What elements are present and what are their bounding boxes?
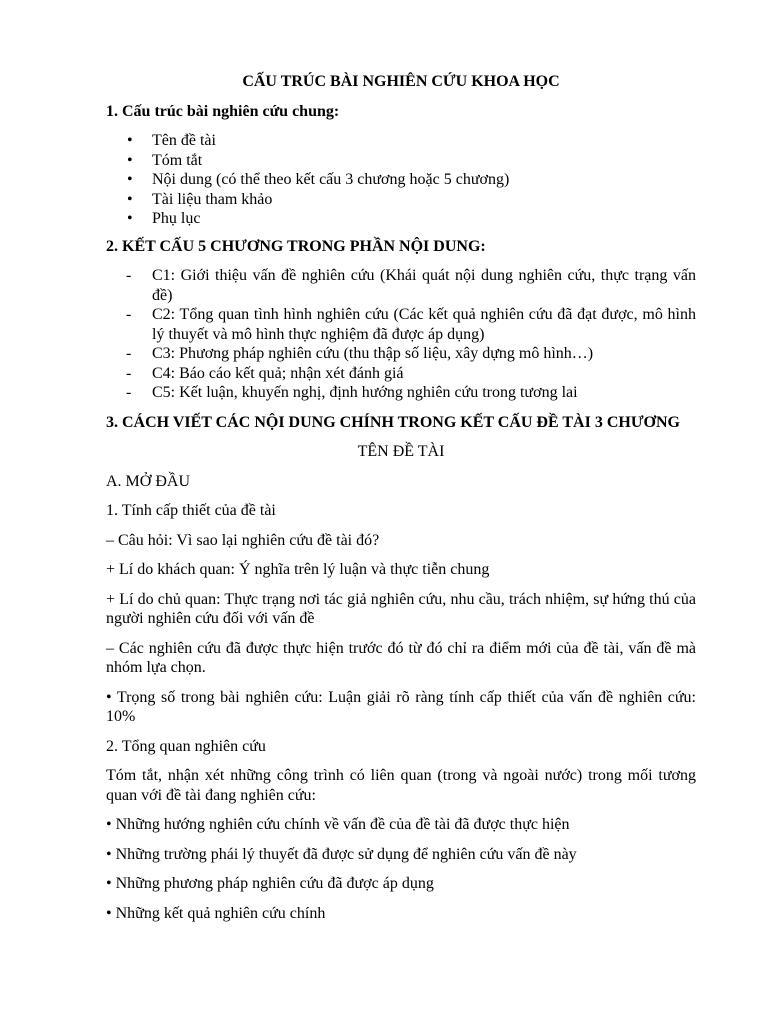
list-item: • Nội dung (có thể theo kết cấu 3 chương hoặc 5 chương) <box>152 170 696 190</box>
list-item: - C5: Kết luận, khuyến nghị, định hướng nghiên cứu trong tương lai <box>152 383 696 403</box>
paragraph: 2. Tổng quan nghiên cứu <box>106 737 266 755</box>
topic-title-placeholder: TÊN ĐỀ TÀI <box>357 443 445 460</box>
paragraph: 1. Tính cấp thiết của đề tài <box>106 502 276 519</box>
paragraph: Tóm tắt, nhận xét những công trình có liên quan (trong và ngoài nước) trong mối tương quan với đề tài đang nghiên cứu: <box>106 767 696 804</box>
paragraph: + Lí do chủ quan: Thực trạng nơi tác giả nghiên cứu, nhu cầu, trách nhiệm, sự hứng thú của người nghiên cứu đối với vấn đề <box>106 590 696 627</box>
section-2-list <box>106 266 696 403</box>
paragraph: A. MỞ ĐẦU <box>106 472 190 490</box>
list-item: - C3: Phương pháp nghiên cứu (thu thập số liệu, xây dựng mô hình…) <box>152 344 696 364</box>
paragraph: – Câu hỏi: Vì sao lại nghiên cứu đề tài đó? <box>106 531 380 549</box>
paragraph: • Những phương pháp nghiên cứu đã được áp dụng <box>106 875 434 892</box>
paragraph: • Những trường phái lý thuyết đã được sử dụng để nghiên cứu vấn đề này <box>106 845 577 863</box>
list-item: • Tài liệu tham khảo <box>152 190 696 210</box>
list-item: - C1: Giới thiệu vấn đề nghiên cứu (Khái quát nội dung nghiên cứu, thực trạng vấn đề) <box>152 266 696 305</box>
list-item: • Tóm tắt <box>152 151 696 171</box>
paragraph: • Trọng số trong bài nghiên cứu: Luận giải rõ ràng tính cấp thiết của vấn đề nghiên cứu: 10% <box>106 688 696 725</box>
list-item: • Tên đề tài <box>152 131 696 151</box>
paragraph: • Những hướng nghiên cứu chính về vấn đề của đề tài đã được thực hiện <box>106 816 570 833</box>
section-3-heading: 3. CÁCH VIẾT CÁC NỘI DUNG CHÍNH TRONG KẾT CẤU ĐỀ TÀI 3 CHƯƠNG <box>106 413 680 431</box>
section-1-list <box>106 131 696 229</box>
list-item: - C2: Tổng quan tình hình nghiên cứu (Các kết quả nghiên cứu đã đạt được, mô hình lý thuyết và mô hình thực nghiệm đã được áp dụng) <box>152 305 696 344</box>
document-title: CẤU TRÚC BÀI NGHIÊN CỨU KHOA HỌC <box>242 73 560 90</box>
list-item: - C4: Báo cáo kết quả; nhận xét đánh giá <box>152 364 696 384</box>
paragraph: – Các nghiên cứu đã được thực hiện trước đó từ đó chỉ ra điểm mới của đề tài, vấn đề mà nhóm lựa chọn. <box>106 639 696 676</box>
list-item: • Phụ lục <box>152 209 696 229</box>
paragraph: • Những kết quả nghiên cứu chính <box>106 904 326 922</box>
paragraph: + Lí do khách quan: Ý nghĩa trên lý luận và thực tiễn chung <box>106 561 490 578</box>
section-2-heading: 2. KẾT CẤU 5 CHƯƠNG TRONG PHẦN NỘI DUNG: <box>106 237 486 255</box>
section-1-heading: 1. Cấu trúc bài nghiên cứu chung: <box>106 102 340 120</box>
